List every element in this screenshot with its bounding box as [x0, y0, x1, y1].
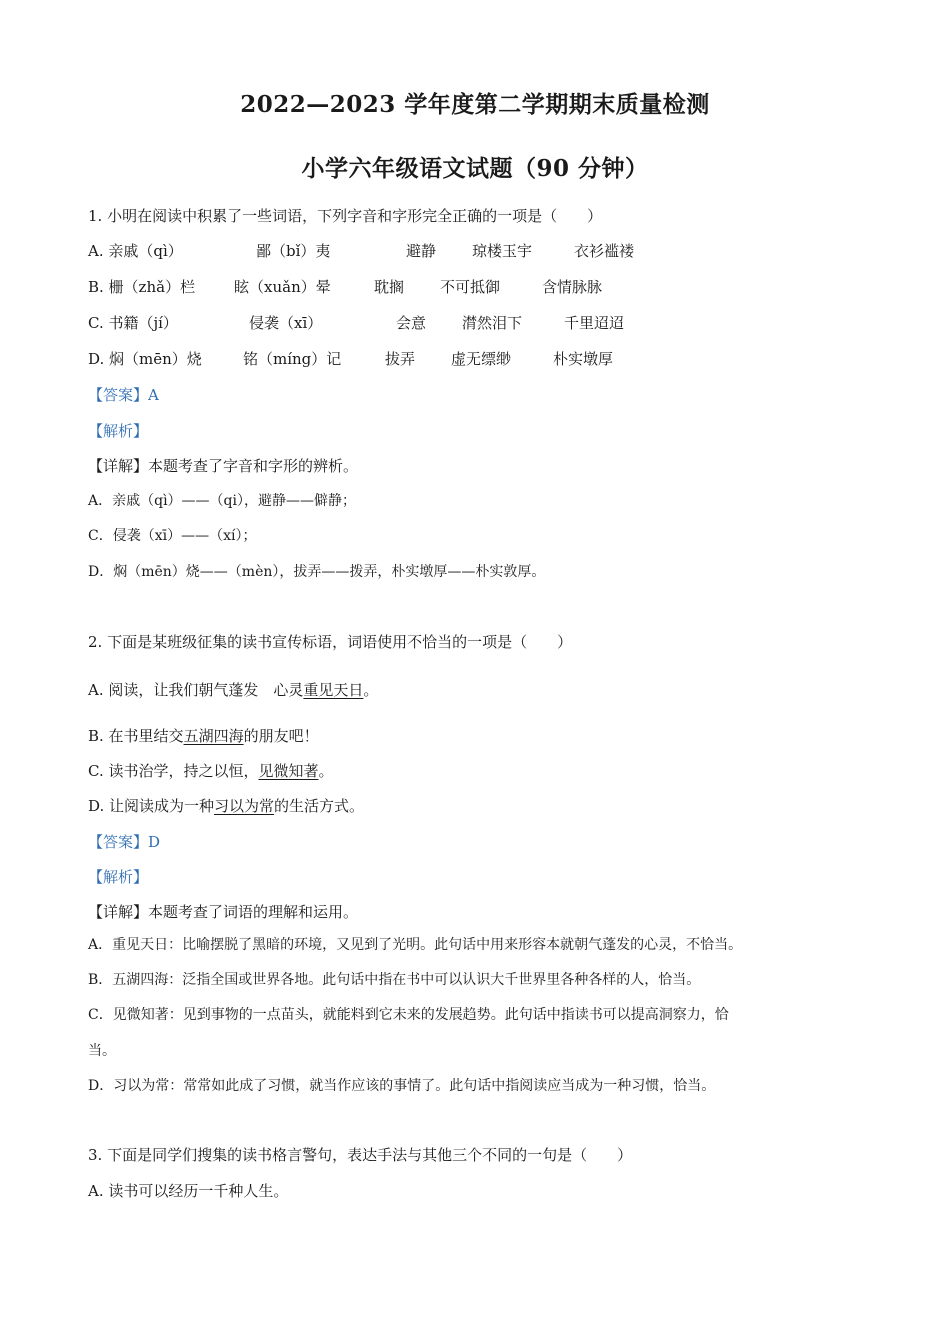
- option-text: B. 在书里结交: [88, 727, 184, 745]
- q2-detail: 【详解】本题考查了词语的理解和运用。: [88, 903, 359, 921]
- q1-detail-line: C．侵袭（xī）——（xí）；: [88, 528, 257, 544]
- q2-detail-line: 当。: [88, 1043, 116, 1059]
- option-label: C. 书籍（jí）: [88, 314, 178, 332]
- exam-subtitle: 小学六年级语文试题（90 分钟）: [301, 155, 649, 182]
- option-item: 不可抵御: [440, 278, 501, 296]
- q3-option-a: A. 读书可以经历一千种人生。: [88, 1182, 289, 1200]
- q2-answer: 【答案】D: [88, 833, 161, 851]
- q2-detail-line: A．重见天日：比喻摆脱了黑暗的环境，又见到了光明。此句话中用来形容本就朝气蓬发的心灵，不恰当。: [88, 937, 743, 953]
- q2-option-a: [88, 679, 378, 700]
- underlined-idiom: 五湖四海: [183, 727, 244, 745]
- option-item: 琼楼玉宇: [472, 242, 533, 260]
- q2-detail-line: B．五湖四海：泛指全国或世界各地。此句话中指在书中可以认识大千世界里各种各样的人，恰当。: [88, 972, 701, 988]
- option-text: 。: [363, 681, 379, 699]
- q1-detail: 【详解】本题考查了字音和字形的辨析。: [88, 457, 359, 475]
- option-item: 铭（míng）记: [243, 350, 342, 368]
- option-label: D. 焖（mēn）烧: [88, 350, 202, 368]
- option-item: 鄙（bǐ）夷: [256, 242, 331, 260]
- option-item: 潸然泪下: [462, 314, 523, 332]
- option-item: 避静: [406, 242, 437, 260]
- option-text: A. 阅读，让我们朝气蓬发 心灵: [88, 681, 304, 699]
- q2-option-c: [88, 760, 334, 781]
- q2-option-b: [88, 725, 319, 746]
- option-text: 。: [318, 762, 334, 780]
- q1-analysis-tag: 【解析】: [88, 422, 149, 440]
- q2-stem: 2. 下面是某班级征集的读书宣传标语，词语使用不恰当的一项是（ ）: [88, 633, 573, 651]
- q2-analysis-tag: 【解析】: [88, 868, 149, 886]
- q1-stem: 1. 小明在阅读中积累了一些词语，下列字音和字形完全正确的一项是（ ）: [88, 207, 603, 225]
- option-item: 虚无缥缈: [451, 350, 512, 368]
- underlined-idiom: 习以为常: [214, 797, 275, 815]
- q1-option-b: [88, 276, 848, 298]
- option-label: B. 栅（zhǎ）栏: [88, 278, 196, 296]
- option-text: C. 读书治学，持之以恒，: [88, 762, 259, 780]
- underlined-idiom: 重见天日: [303, 681, 364, 699]
- q2-detail-line: D．习以为常：常常如此成了习惯，就当作应该的事情了。此句话中指阅读应当成为一种习惯，恰当。: [88, 1078, 716, 1094]
- q2-detail-line: C．见微知著：见到事物的一点苗头，就能料到它未来的发展趋势。此句话中指读书可以提高洞察力，恰: [88, 1007, 729, 1023]
- option-item: 会意: [396, 314, 427, 332]
- q2-option-d: [88, 795, 364, 816]
- option-item: 千里迢迢: [564, 314, 625, 332]
- option-item: 衣衫褴褛: [574, 242, 635, 260]
- option-item: 含情脉脉: [542, 278, 603, 296]
- option-item: 朴实墩厚: [553, 350, 614, 368]
- option-item: 侵袭（xī）: [249, 314, 323, 332]
- q1-answer: 【答案】A: [88, 386, 159, 404]
- q1-option-c: [88, 312, 848, 334]
- q1-option-d: [88, 348, 848, 370]
- q3-stem: 3. 下面是同学们搜集的读书格言警句，表达手法与其他三个不同的一句是（ ）: [88, 1146, 633, 1164]
- option-item: 眩（xuǎn）晕: [234, 278, 331, 296]
- exam-title: 2022—2023 学年度第二学期期末质量检测: [240, 91, 710, 118]
- option-label: A. 亲戚（qì）: [88, 242, 183, 260]
- underlined-idiom: 见微知著: [258, 762, 319, 780]
- q1-detail-line: A．亲戚（qì）——（qi），避静——僻静；: [88, 493, 356, 509]
- option-item: 拔弄: [385, 350, 416, 368]
- option-text: D. 让阅读成为一种: [88, 797, 215, 815]
- q1-detail-line: D．焖（mēn）烧——（mèn），拔弄——拨弄，朴实墩厚——朴实敦厚。: [88, 564, 546, 580]
- option-text: 的生活方式。: [274, 797, 365, 815]
- option-item: 耽搁: [374, 278, 405, 296]
- option-text: 的朋友吧！: [243, 727, 319, 745]
- q1-option-a: [88, 240, 848, 262]
